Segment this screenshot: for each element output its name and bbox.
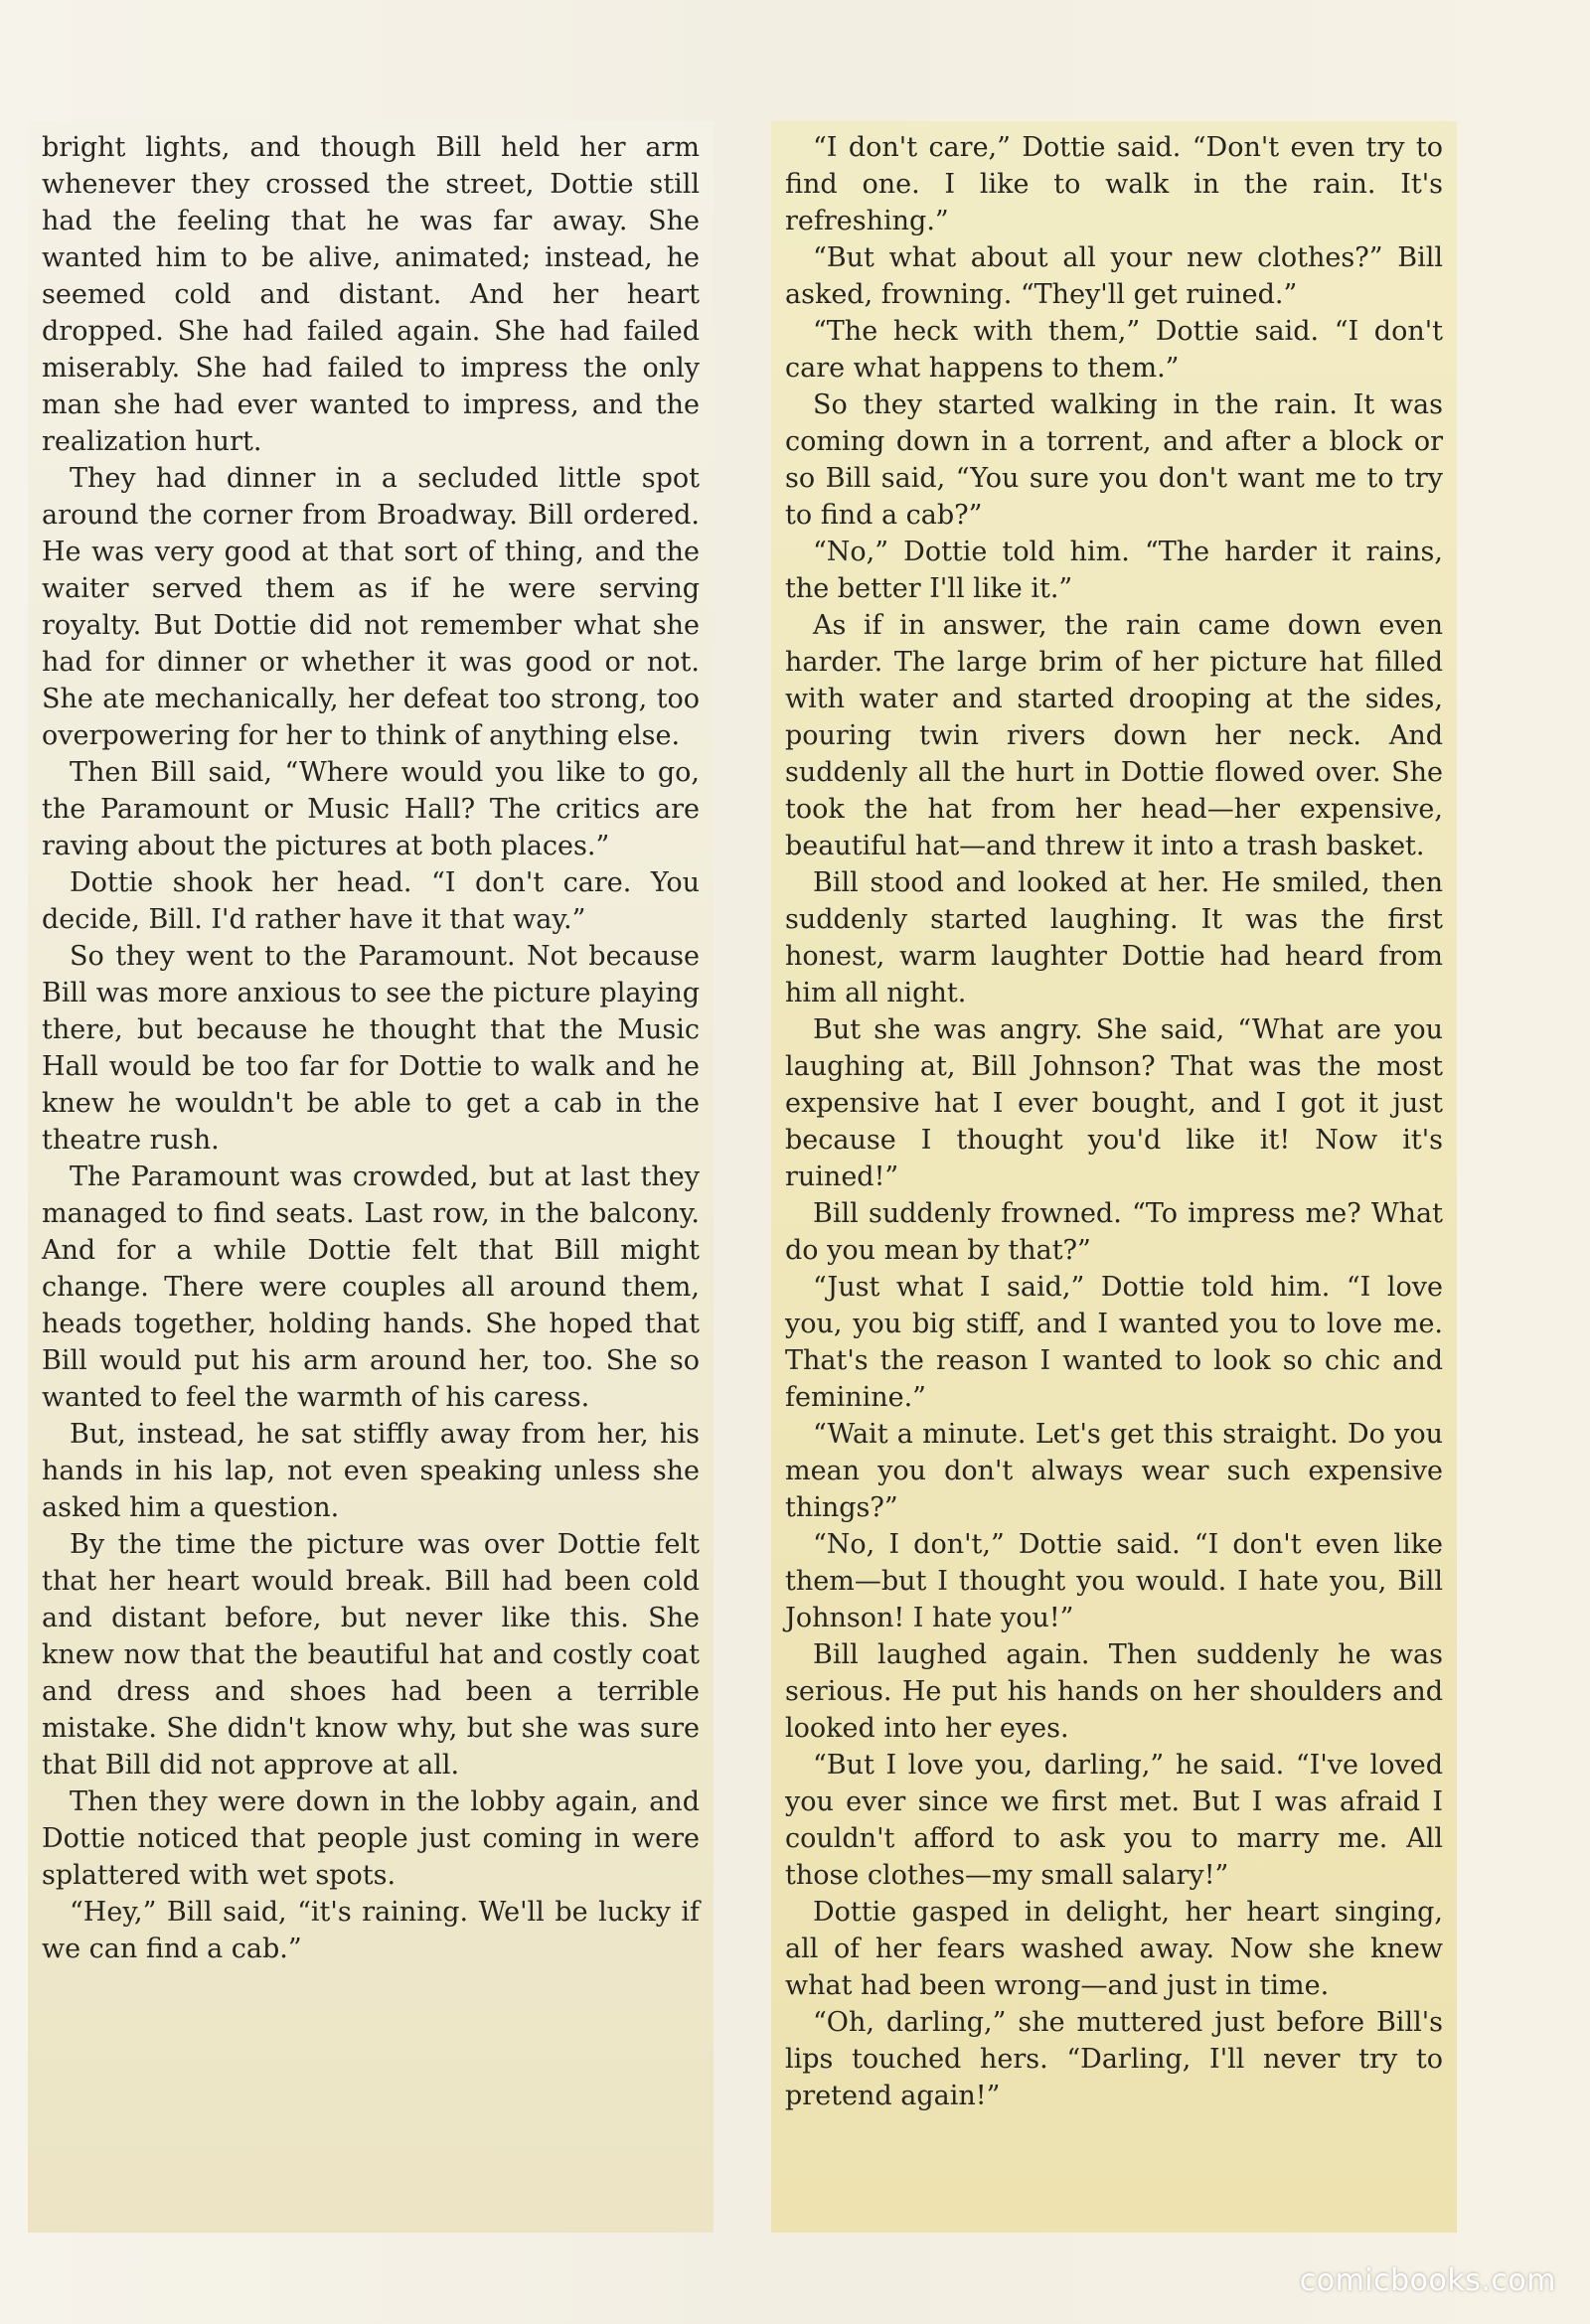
paragraph: So they started walking in the rain. It was coming down in a torrent, and after a block or so Bill said, “You sure you don't want me to try to find a cab?” xyxy=(785,389,1443,531)
paragraph: Then Bill said, “Where would you like to go, the Paramount or Music Hall? The critics are raving about the pictures at both places.” xyxy=(42,757,700,861)
paragraph: But she was angry. She said, “What are you laughing at, Bill Johnson? That was the most expensive hat I ever bought, and I got it just because I thought you'd like it! Now it's ruined!” xyxy=(785,1014,1443,1192)
paragraph: “No,” Dottie told him. “The harder it rains, the better I'll like it.” xyxy=(785,537,1443,604)
paragraph: “Just what I said,” Dottie told him. “I love you, you big stiff, and I wanted you to love me. That's the reason I wanted to look so chic and feminine.” xyxy=(785,1272,1443,1413)
paragraph: Bill suddenly frowned. “To impress me? What do you mean by that?” xyxy=(785,1198,1443,1266)
paragraph: Dottie shook her head. “I don't care. You decide, Bill. I'd rather have it that way.” xyxy=(42,867,700,935)
paragraph: “No, I don't,” Dottie said. “I don't even like them—but I thought you would. I hate you, Bill Johnson! I hate you!” xyxy=(785,1529,1443,1633)
paragraph: Bill laughed again. Then suddenly he was serious. He put his hands on her shoulders and looked into her eyes. xyxy=(785,1639,1443,1744)
paragraph: “Wait a minute. Let's get this straight. Do you mean you don't always wear such expensive things?” xyxy=(785,1419,1443,1523)
paragraph: Bill stood and looked at her. He smiled, then suddenly started laughing. It was the first honest, warm laughter Dottie had heard from him all night. xyxy=(785,867,1443,1008)
paragraph: “Oh, darling,” she muttered just before Bill's lips touched hers. “Darling, I'll never try to pretend again!” xyxy=(785,2007,1443,2111)
paragraph: The Paramount was crowded, but at last they managed to find seats. Last row, in the balcony. And for a while Dottie felt that Bill might change. There were couples all around them, heads together, holding hands. She hoped that Bill would put his arm around her, too. She so wanted to feel the warmth of his caress. xyxy=(42,1162,700,1413)
paragraph: “The heck with them,” Dottie said. “I don't care what happens to them.” xyxy=(785,316,1443,384)
left-text-column xyxy=(28,121,714,2233)
paragraph: Then they were down in the lobby again, and Dottie noticed that people just coming in were splattered with wet spots. xyxy=(42,1786,700,1891)
paragraph: So they went to the Paramount. Not because Bill was more anxious to see the picture playing there, but because he thought that the Music Hall would be too far for Dottie to walk and he knew he wouldn't be able to get a cab in the theatre rush. xyxy=(42,941,700,1156)
paragraph: They had dinner in a secluded little spot around the corner from Broadway. Bill ordered. He was very good at that sort of thing, and the waiter served them as if he were serving royalty. But Dottie did not remember what she had for dinner or whether it was good or not. She ate mechanically, her defeat too strong, too overpowering for her to think of anything else. xyxy=(42,463,700,751)
right-text-column xyxy=(771,121,1457,2233)
paragraph: But, instead, he sat stiffly away from her, his hands in his lap, not even speaking unless she asked him a question. xyxy=(42,1419,700,1523)
paragraph: By the time the picture was over Dottie felt that her heart would break. Bill had been cold and distant before, but never like this. She knew now that the beautiful hat and costly coat and dress and shoes had been a terrible mistake. She didn't know why, but she was sure that Bill did not approve at all. xyxy=(42,1529,700,1781)
watermark: comicbooks.com xyxy=(1299,2263,1556,2298)
paragraph: bright lights, and though Bill held her arm whenever they crossed the street, Dottie still had the feeling that he was far away. She wanted him to be alive, animated; instead, he seemed cold and distant. And her heart dropped. She had failed again. She had failed miserably. She had failed to impress the only man she had ever wanted to impress, and the realization hurt. xyxy=(42,132,700,457)
paragraph: “I don't care,” Dottie said. “Don't even try to find one. I like to walk in the rain. It's refreshing.” xyxy=(785,132,1443,236)
paragraph: As if in answer, the rain came down even harder. The large brim of her picture hat filled with water and started drooping at the sides, pouring twin rivers down her neck. And suddenly all the hurt in Dottie flowed over. She took the hat from her head—her expensive, beautiful hat—and threw it into a trash basket. xyxy=(785,610,1443,861)
paragraph: “Hey,” Bill said, “it's raining. We'll be lucky if we can find a cab.” xyxy=(42,1897,700,1964)
paragraph: “But what about all your new clothes?” Bill asked, frowning. “They'll get ruined.” xyxy=(785,242,1443,310)
paragraph: “But I love you, darling,” he said. “I've loved you ever since we first met. But I was afraid I couldn't afford to ask you to marry me. All those clothes—my small salary!” xyxy=(785,1750,1443,1891)
paragraph: Dottie gasped in delight, her heart singing, all of her fears washed away. Now she knew what had been wrong—and just in time. xyxy=(785,1897,1443,2001)
